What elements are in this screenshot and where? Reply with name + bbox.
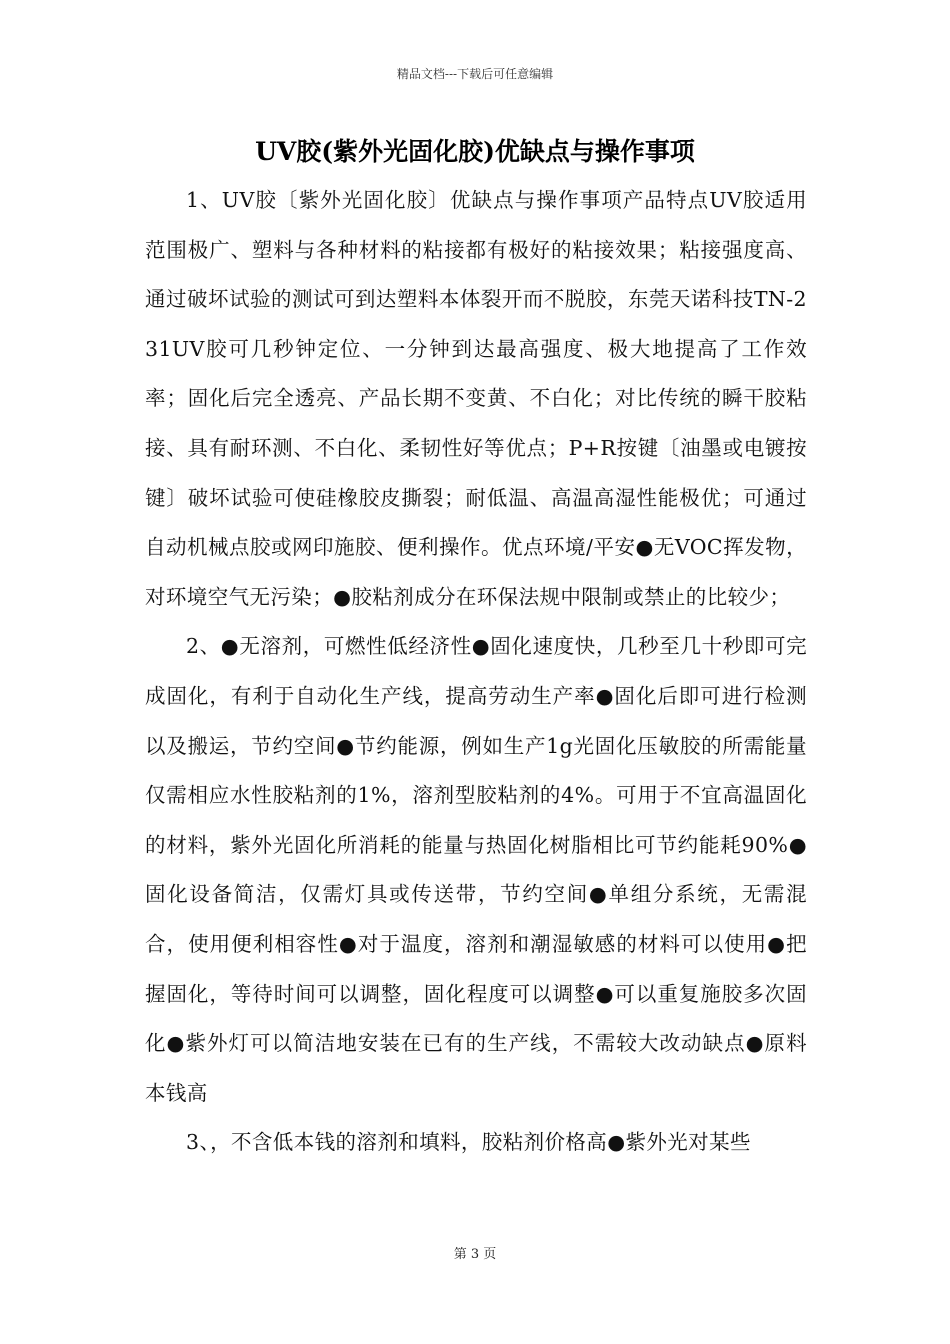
paragraph-1: 1、UV胶〔紫外光固化胶〕优缺点与操作事项产品特点UV胶适用范围极广、塑料与各种材料的粘接都有极好的粘接效果；粘接强度高、通过破坏试验的测试可到达塑料本体裂开而不脱胶，东莞天诺科技TN-231UV胶可几秒钟定位、一分钟到达最高强度、极大地提高了工作效率；固化后完全透亮、产品长期不变黄、不白化；对比传统的瞬干胶粘接、具有耐环测、不白化、柔韧性好等优点；P+R按键〔油墨或电镀按键〕破坏试验可使硅橡胶皮撕裂；耐低温、高温高湿性能极优；可通过自动机械点胶或网印施胶、便利操作。优点环境/平安●无VOC挥发物，对环境空气无污染；●胶粘剂成分在环保法规中限制或禁止的比较少； <box>145 188 807 609</box>
document-body <box>145 176 807 1168</box>
page-header: 精品文档---下载后可任意编辑 <box>396 67 554 81</box>
document-title: UV胶(紫外光固化胶)优缺点与操作事项 <box>255 137 695 166</box>
page-number: 第 3 页 <box>453 1247 497 1262</box>
paragraph-3: 3、，不含低本钱的溶剂和填料，胶粘剂价格高●紫外光对某些 <box>186 1130 751 1155</box>
paragraph-2: 2、●无溶剂，可燃性低经济性●固化速度快，几秒至几十秒即可完成固化，有利于自动化生产线，提高劳动生产率●固化后即可进行检测以及搬运，节约空间●节约能源，例如生产1g光固化压敏胶的所需能量仅需相应水性胶粘剂的1%，溶剂型胶粘剂的4%。可用于不宜高温固化的材料，紫外光固化所消耗的能量与热固化树脂相比可节约能耗90%●固化设备简洁，仅需灯具或传送带，节约空间●单组分系统，无需混合，使用便利相容性●对于温度，溶剂和潮湿敏感的材料可以使用●把握固化，等待时间可以调整，固化程度可以调整●可以重复施胶多次固化●紫外灯可以简洁地安装在已有的生产线，不需较大改动缺点●原料本钱高 <box>145 634 807 1105</box>
